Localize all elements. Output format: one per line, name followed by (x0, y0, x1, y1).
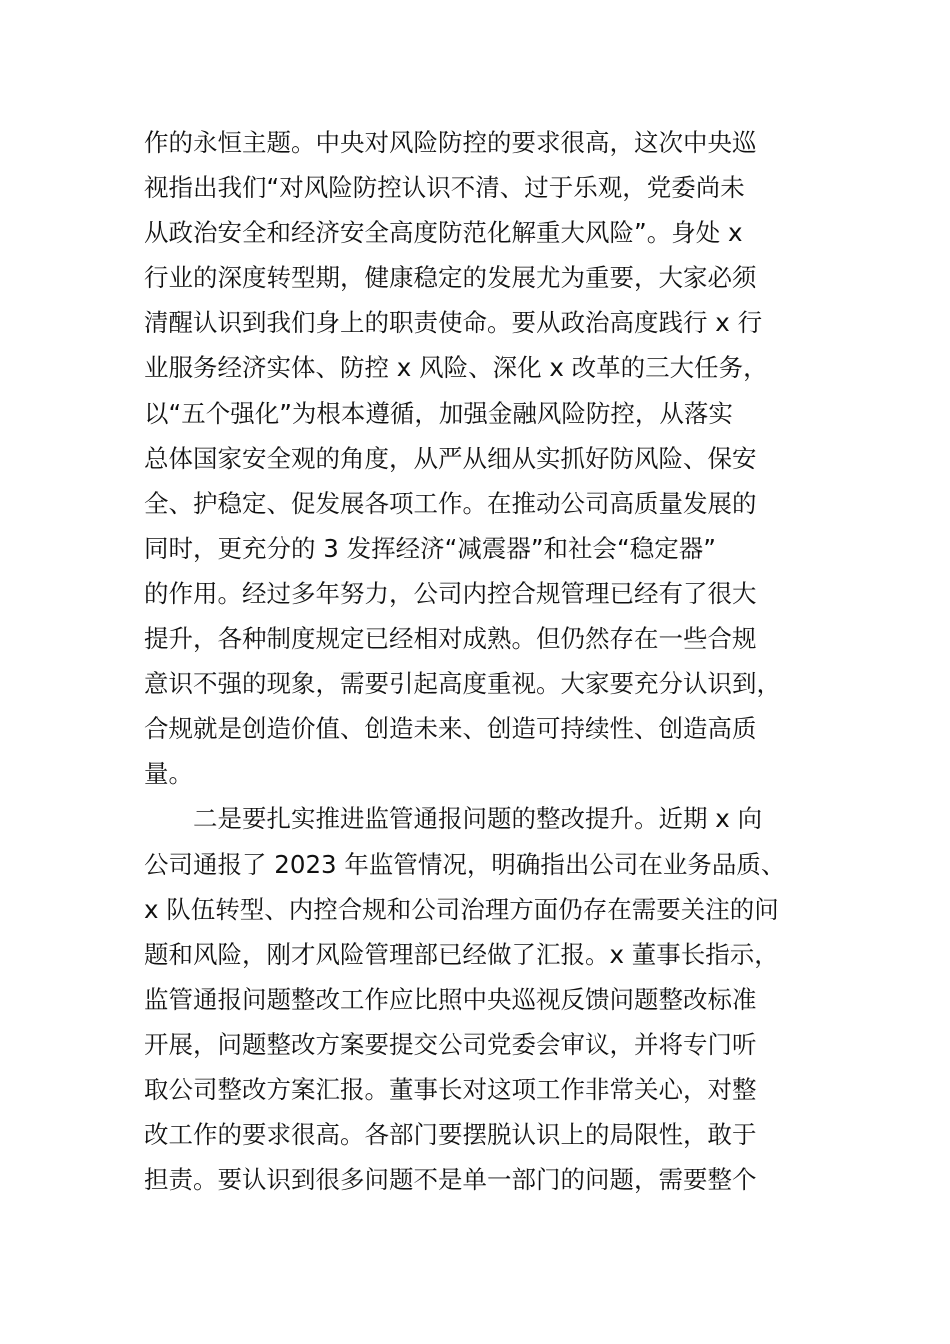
text-line: 取公司整改方案汇报。董事长对这项工作非常关心，对整 (144, 1074, 757, 1104)
text-line: 的作用。经过多年努力，公司内控合规管理已经有了很大 (144, 578, 757, 608)
paragraph-start-line: 二是要扎实推进监管通报问题的整改提升。近期 x 向 (144, 804, 763, 834)
text-line: 监管通报问题整改工作应比照中央巡视反馈问题整改标准 (144, 984, 757, 1014)
text-line: 意识不强的现象，需要引起高度重视。大家要充分认识到， (144, 669, 781, 699)
text-line: 提升，各种制度规定已经相对成熟。但仍然存在一些合规 (144, 624, 757, 654)
text-line: 清醒认识到我们身上的职责使命。要从政治高度践行 x 行 (144, 308, 763, 338)
text-line: 量。 (144, 759, 193, 789)
document-body (144, 120, 814, 1202)
text-line: 改工作的要求很高。各部门要摆脱认识上的局限性，敢于 (144, 1120, 757, 1150)
text-line: 作的永恒主题。中央对风险防控的要求很高，这次中央巡 (144, 128, 757, 157)
text-line: x 队伍转型、内控合规和公司治理方面仍存在需要关注的问 (144, 894, 779, 924)
text-line: 开展，问题整改方案要提交公司党委会审议，并将专门听 (144, 1029, 757, 1059)
text-line: 视指出我们“对风险防控认识不清、过于乐观，党委尚未 (144, 173, 745, 203)
text-line: 公司通报了 2023 年监管情况，明确指出公司在业务品质、 (144, 849, 786, 879)
text-line: 担责。要认识到很多问题不是单一部门的问题，需要整个 (144, 1165, 757, 1195)
text-line: 以“五个强化”为根本遵循，加强金融风险防控，从落实 (144, 398, 733, 428)
text-line: 合规就是创造价值、创造未来、创造可持续性、创造高质 (144, 714, 757, 744)
text-line: 行业的深度转型期，健康稳定的发展尤为重要，大家必须 (144, 263, 757, 293)
text-line: 业服务经济实体、防控 x 风险、深化 x 改革的三大任务， (144, 353, 768, 383)
text-line: 全、护稳定、促发展各项工作。在推动公司高质量发展的 (144, 488, 757, 518)
text-line: 从政治安全和经济安全高度防范化解重大风险”。身处 x (144, 218, 743, 248)
text-line: 题和风险，刚才风险管理部已经做了汇报。x 董事长指示， (144, 939, 779, 969)
text-line: 总体国家安全观的角度，从严从细从实抓好防风险、保安 (144, 443, 757, 473)
text-line: 同时，更充分的 3 发挥经济“减震器”和社会“稳定器” (144, 533, 716, 563)
